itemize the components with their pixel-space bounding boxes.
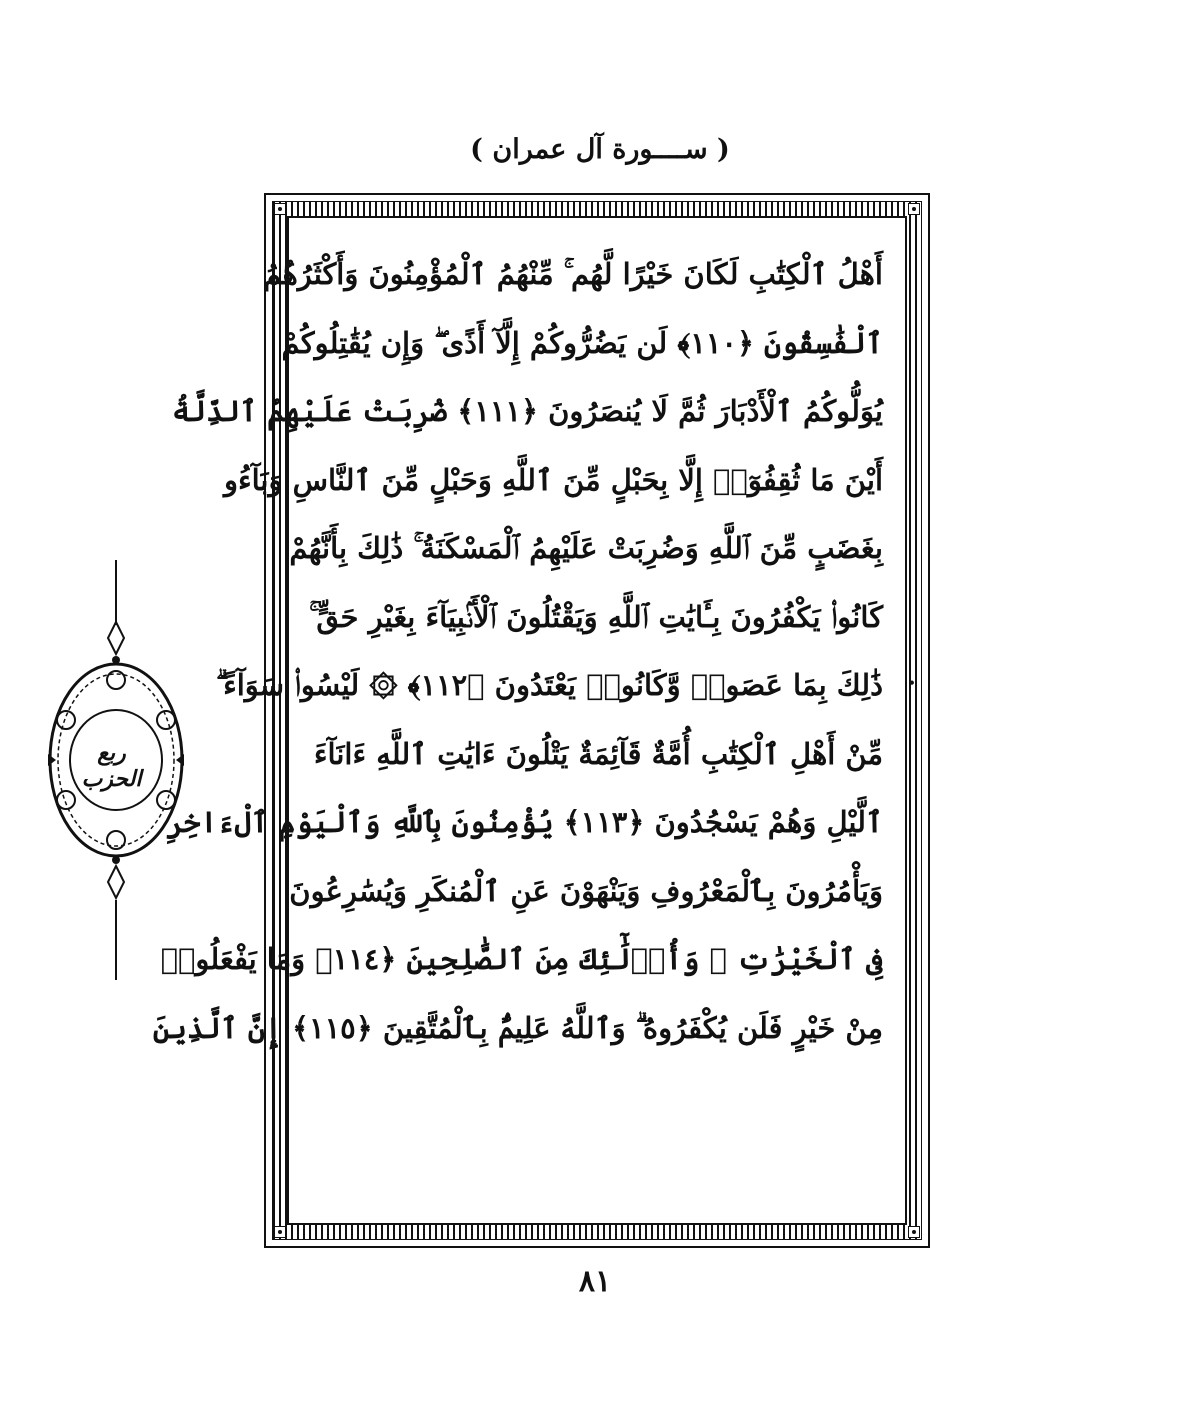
verse-line: يُوَلُّوكُمُ ٱلْأَدْبَارَ ثُمَّ لَا يُنصَرُونَ ﴿١١١﴾ ضُرِبَتْ عَلَيْهِمُ ٱلذِّلَّةُ (172, 394, 883, 428)
verse-line: ٱلَّيْلِ وَهُمْ يَسْجُدُونَ ﴿١١٣﴾ يُؤْمِنُونَ بِٱللَّهِ وَٱلْيَوْمِ ٱلْءَاخِرِ (166, 805, 883, 839)
verse-line: وَيَأْمُرُونَ بِٱلْمَعْرُوفِ وَيَنْهَوْنَ عَنِ ٱلْمُنكَرِ وَيُسَٰرِعُونَ (289, 873, 883, 908)
border-corner-ornament (908, 1226, 920, 1238)
verse-line: كَانُوا۟ يَكْفُرُونَ بِـَٔايَٰتِ ٱللَّهِ وَيَقْتُلُونَ ٱلْأَنۢبِيَآءَ بِغَيْرِ حَقٍّ ۚ (309, 599, 883, 634)
verse-line: ٱلْفَٰسِقُونَ ﴿١١٠﴾ لَن يَضُرُّوكُمْ إِلَّآ أَذًى ۖ وَإِن يُقَٰتِلُوكُمْ (281, 325, 883, 360)
border-corner-ornament (274, 203, 286, 215)
verse-line: أَهْلُ ٱلْكِتَٰبِ لَكَانَ خَيْرًا لَّهُم ۚ مِّنْهُمُ ٱلْمُؤْمِنُونَ وَأَكْثَرُهُمُ (263, 257, 883, 291)
page-number: ٨١ (578, 1264, 612, 1299)
verse-line: ذَٰلِكَ بِمَا عَصَوا۟ وَّكَانُوا۟ يَعْتَدُونَ ﴿١١٢﴾ ۞ لَيْسُوا۟ سَوَآءً ۗ (215, 668, 883, 702)
rub-hizb-label: ربع الحزب (81, 740, 142, 792)
surah-title: ( ســــورة آل عمران ) (470, 134, 730, 165)
verse-line: بِغَضَبٍ مِّنَ ٱللَّهِ وَضُرِبَتْ عَلَيْهِمُ ٱلْمَسْكَنَةُ ۚ ذَٰلِكَ بِأَنَّهُمْ (289, 531, 883, 565)
border-corner-ornament (274, 1226, 286, 1238)
verse-line: مِنْ خَيْرٍ فَلَن يُكْفَرُوهُ ۗ وَٱللَّهُ عَلِيمٌۢ بِٱلْمُتَّقِينَ ﴿١١٥﴾ إِنَّ ٱلَّذِينَ (152, 1010, 883, 1045)
verse-line: فِى ٱلْخَيْرَٰتِ ۖ وَأُو۟لَٰٓئِكَ مِنَ ٱلصَّٰلِحِينَ ﴿١١٤﴾ وَمَا يَفْعَلُوا۟ (160, 942, 883, 976)
verse-line: أَيْنَ مَا ثُقِفُوٓا۟ إِلَّا بِحَبْلٍ مِّنَ ٱللَّهِ وَحَبْلٍ مِّنَ ٱلنَّاسِ وَبَآءُو (223, 462, 883, 497)
verse-text-block (152, 240, 883, 1200)
verse-line: مِّنْ أَهْلِ ٱلْكِتَٰبِ أُمَّةٌ قَآئِمَةٌ يَتْلُونَ ءَايَٰتِ ٱللَّهِ ءَانَآءَ (313, 736, 883, 771)
border-corner-ornament (908, 203, 920, 215)
margin-dot: • (908, 676, 916, 690)
